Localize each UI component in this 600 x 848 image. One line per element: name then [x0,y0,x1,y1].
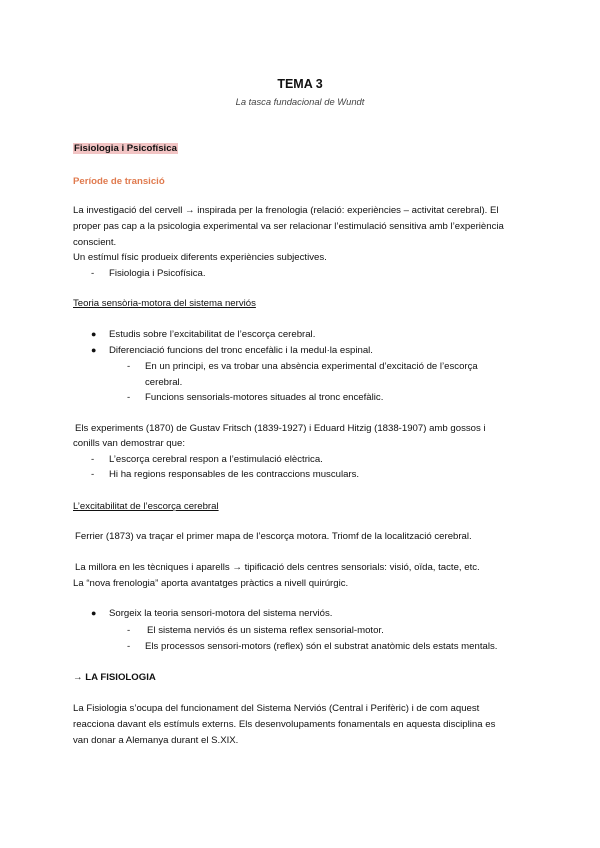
section-heading: → LA FISIOLOGIA [73,672,156,683]
list-item: Fisiologia i Psicofísica. [109,268,206,279]
underlined-heading: Teoria sensòria-motora del sistema nerviós [73,298,256,309]
section-heading [73,143,178,154]
paragraph-line: Els experiments (1870) de Gustav Fritsch (1839-1927) i Eduard Hitzig (1838-1907) amb gossos i [75,423,486,434]
list-item: L’escorça cerebral respon a l’estimulació elèctrica. [109,454,323,465]
dash-marker: - [91,469,95,480]
paragraph-line: proper pas cap a la psicologia experimental va ser relacionar l’estimulació sensitiva amb l’experiència [73,221,504,232]
sub-list-item: Els processos sensori-motors (reflex) són el substrat anatòmic dels estats mentals. [145,641,498,652]
document-subtitle: La tasca fundacional de Wundt [235,96,365,107]
paragraph-line: van donar a Alemanya durant el S.XIX. [73,735,239,746]
list-item: Estudis sobre l’excitabilitat de l’escorça cerebral. [109,329,316,340]
subsection-heading: Període de transició [73,176,165,187]
dash-marker: - [127,625,131,636]
paragraph-line: Un estímul físic produeix diferents experiències subjectives. [73,252,327,263]
paragraph-line: Ferrier (1873) va traçar el primer mapa de l’escorça motora. Triomf de la localització cerebral. [75,531,472,542]
document-title: TEMA 3 [277,77,323,91]
sub-list-item: En un principi, es va trobar una absència experimental d’excitació de l’escorça [145,361,478,372]
paragraph-line: La investigació del cervell → inspirada per la frenologia (relació: experiències – activitat cerebral). El [73,205,499,216]
sub-list-item-continued: cerebral. [145,377,183,388]
highlighted-heading: Fisiologia i Psicofísica [74,143,177,154]
bullet-marker: ● [91,345,97,355]
dash-marker: - [127,361,131,372]
bullet-marker: ● [91,329,97,339]
dash-marker: - [91,268,95,279]
dash-marker: - [91,454,95,465]
underlined-heading: L’excitabilitat de l’escorça cerebral [73,501,219,512]
paragraph-line: reacciona davant els estímuls externs. Els desenvolupaments fonamentals en aquesta disciplina es [73,719,496,730]
bullet-marker: ● [91,608,97,618]
paragraph-line: conills van demostrar que: [73,438,185,449]
list-item: Diferenciació funcions del tronc encefàlic i la medul·la espinal. [109,345,373,356]
list-item: Sorgeix la teoria sensori-motora del sistema nerviós. [109,608,333,619]
paragraph-line: La millora en les tècniques i aparells → tipificació dels centres sensorials: visió, oïda, tacte, etc. [75,562,480,573]
paragraph-line: La “nova frenologia” aporta avantatges pràctics a nivell quirúrgic. [73,578,349,589]
dash-marker: - [127,392,131,403]
sub-list-item: Funcions sensorials-motores situades al tronc encefàlic. [145,392,384,403]
dash-marker: - [127,641,131,652]
paragraph-line: conscient. [73,237,117,248]
paragraph-line: La Fisiologia s’ocupa del funcionament del Sistema Nerviós (Central i Perifèric) i de com aquest [73,703,480,714]
sub-list-item: El sistema nerviós és un sistema reflex sensorial-motor. [147,625,384,636]
list-item: Hi ha regions responsables de les contraccions musculars. [109,469,360,480]
